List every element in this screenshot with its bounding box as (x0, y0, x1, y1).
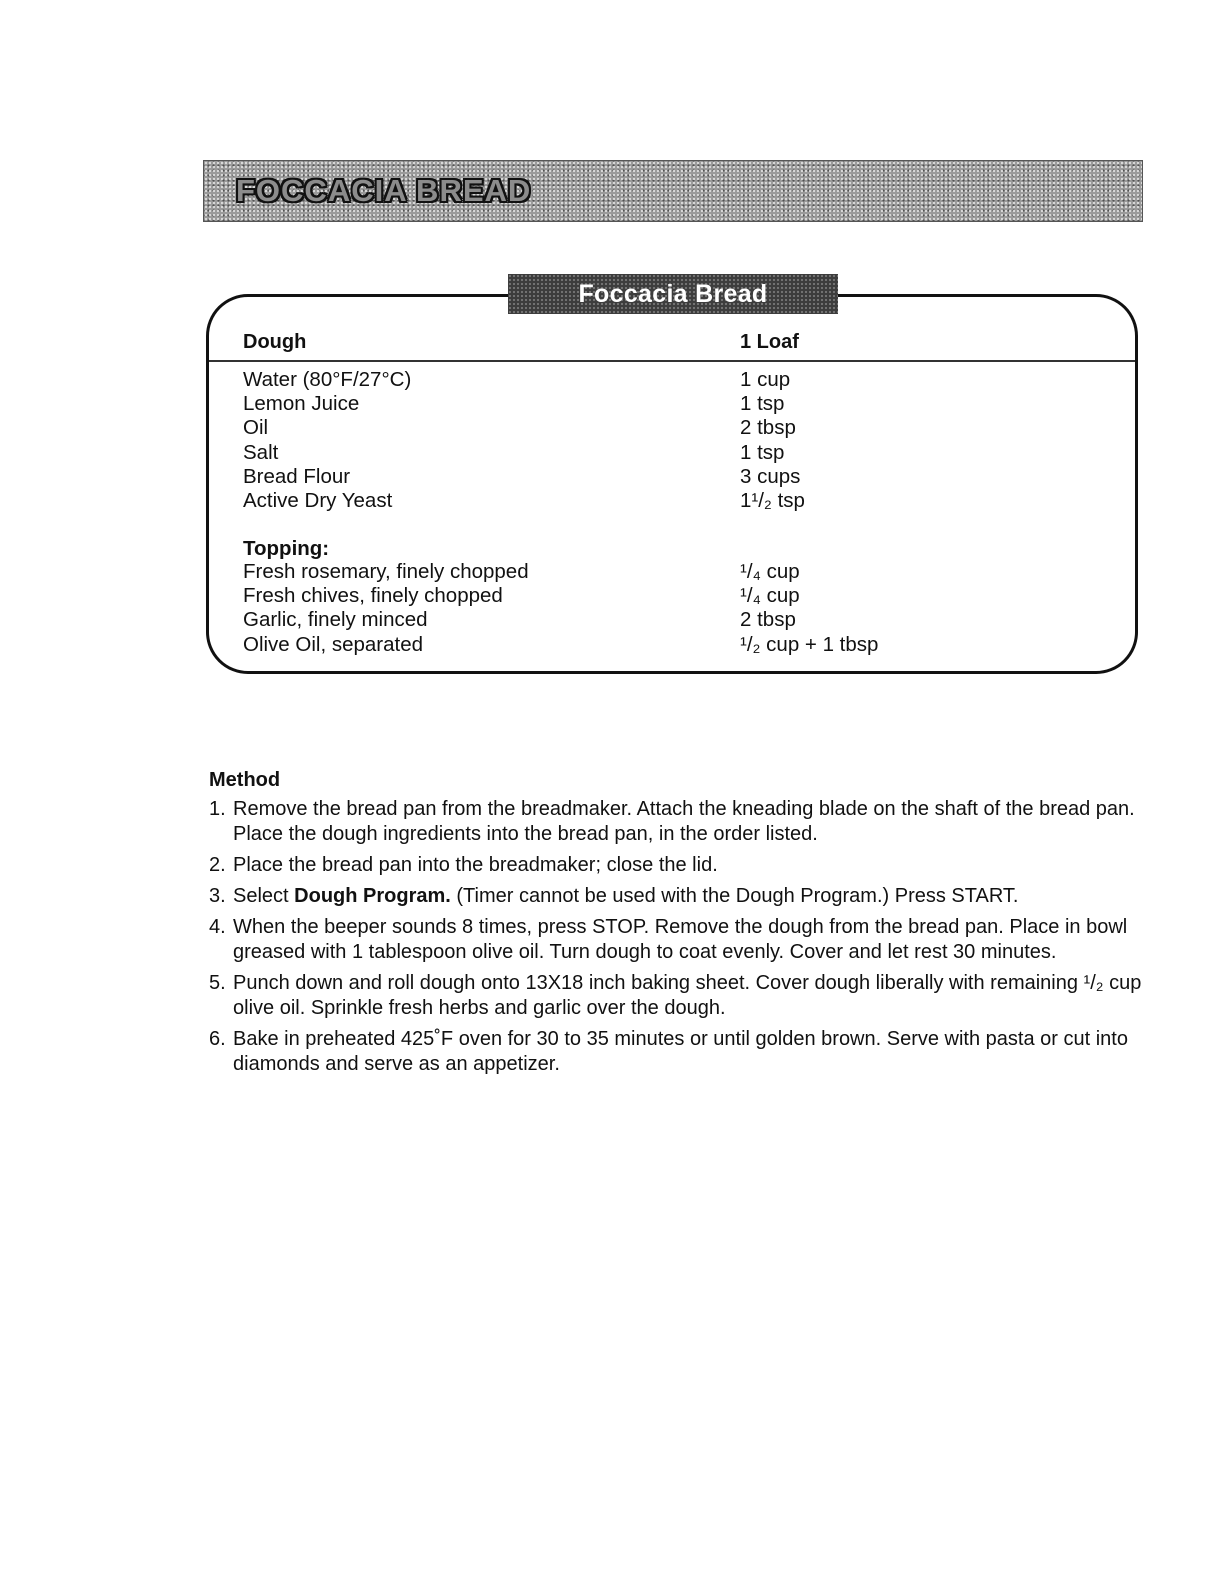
step-number: 2. (209, 854, 226, 876)
step-text-pre: Select (233, 885, 295, 907)
step-number: 1. (209, 798, 226, 820)
ingredient-row (243, 392, 1123, 416)
ingredient-name: Olive Oil, separated (243, 632, 424, 656)
dough-header: Dough (243, 331, 307, 353)
dough-list (243, 368, 1123, 513)
ingredient-amount: ¹/₄ cup (740, 584, 800, 608)
ingredient-name: Fresh rosemary, finely chopped (243, 560, 529, 583)
ingredient-row (243, 416, 1123, 440)
method-step (209, 971, 1149, 1021)
ingredient-row (243, 465, 1123, 489)
method-heading: Method (209, 769, 281, 791)
ingredient-row (243, 368, 1123, 392)
step-text-post: (Timer cannot be used with the Dough Program.) Press START. (450, 885, 1019, 907)
ingredient-amount: ¹/₂ cup + 1 tbsp (740, 632, 879, 656)
ingredient-name: Fresh chives, finely chopped (243, 584, 503, 608)
step-number: 4. (209, 916, 226, 938)
ingredient-amount: 3 cups (740, 464, 801, 488)
ingredient-amount: 1 cup (740, 368, 791, 391)
topping-row (243, 584, 1123, 608)
step-text: Punch down and roll dough onto 13X18 inch baking sheet. Cover dough liberally with remaining ¹/₂ cup olive oil. Sprinkle fresh herbs and garlic over the dough. (233, 972, 1142, 1019)
ingredient-amount: 2 tbsp (740, 608, 796, 632)
ingredient-amount: 1 tsp (740, 440, 785, 464)
method-step (209, 797, 1149, 847)
yield-header: 1 Loaf (740, 331, 799, 353)
step-text (233, 884, 1149, 909)
step-number: 3. (209, 885, 226, 907)
ingredient-name: Active Dry Yeast (243, 488, 393, 512)
header-divider (209, 360, 1135, 362)
ingredient-amount: ¹/₄ cup (740, 560, 800, 583)
ingredient-name: Salt (243, 440, 279, 464)
banner-title: FOCCACIA BREAD (236, 173, 532, 208)
header-banner (203, 160, 1143, 222)
topping-list (243, 560, 1123, 657)
topping-row (243, 608, 1123, 632)
step-text: When the beeper sounds 8 times, press STOP. Remove the dough from the bread pan. Place in bowl greased with 1 tablespoon olive oil. Turn dough to coat evenly. Cover and let rest 30 minutes. (233, 916, 1128, 963)
ingredient-row (243, 441, 1123, 465)
ingredient-amount: 1¹/₂ tsp (740, 488, 805, 512)
step-text: Bake in preheated 425˚F oven for 30 to 35 minutes or until golden brown. Serve with pasta or cut into diamonds and serve as an appetizer. (233, 1028, 1128, 1075)
method-step (209, 853, 1149, 878)
method-step (209, 884, 1149, 909)
ingredient-name: Oil (243, 416, 269, 440)
method-step (209, 915, 1149, 965)
step-text: Remove the bread pan from the breadmaker. Attach the kneading blade on the shaft of the bread pan. Place the dough ingredients into the bread pan, in the order listed. (233, 798, 1135, 845)
step-number: 5. (209, 972, 226, 994)
step-text: Place the bread pan into the breadmaker; close the lid. (233, 854, 718, 876)
ingredient-name: Lemon Juice (243, 392, 360, 416)
step-number: 6. (209, 1028, 226, 1050)
method-steps (209, 797, 1149, 1083)
ingredient-row (243, 489, 1123, 513)
topping-header: Topping: (243, 537, 330, 560)
ingredient-amount: 1 tsp (740, 392, 785, 416)
ingredient-name: Water (80°F/27°C) (243, 368, 412, 391)
ingredient-name: Bread Flour (243, 464, 351, 488)
ingredient-name: Garlic, finely minced (243, 608, 428, 632)
ingredient-amount: 2 tbsp (740, 416, 796, 440)
dough-program-emphasis: Dough Program. (294, 885, 451, 907)
topping-row (243, 560, 1123, 584)
recipe-title: Foccacia Bread (508, 274, 838, 314)
topping-row (243, 633, 1123, 657)
method-step (209, 1027, 1149, 1077)
